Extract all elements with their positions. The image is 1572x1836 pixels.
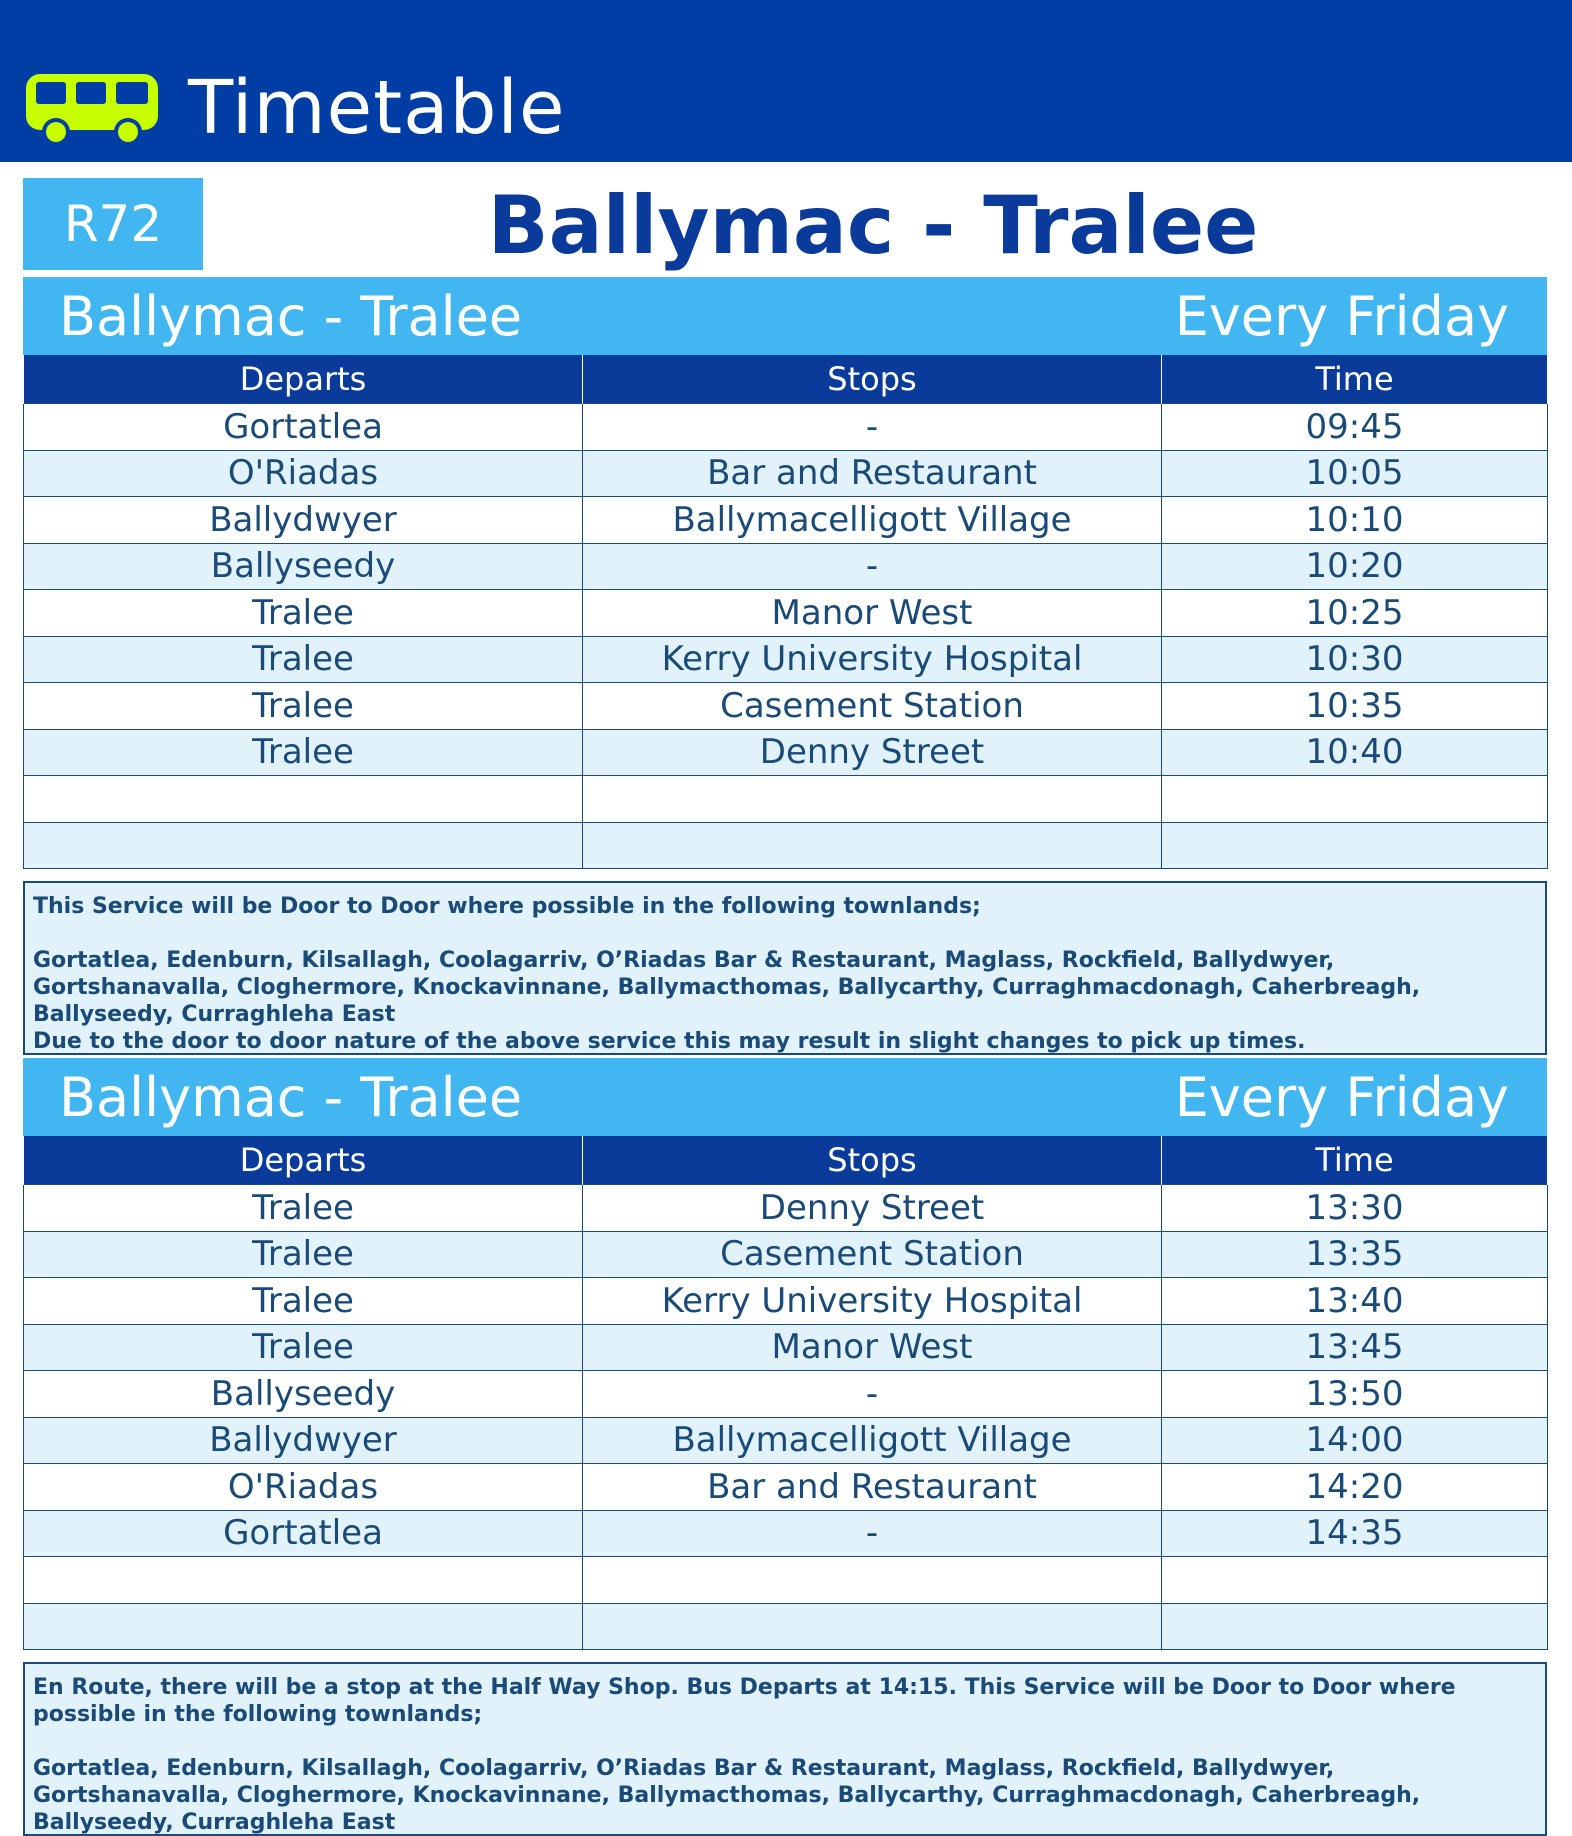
departs-cell: Ballyseedy — [24, 543, 583, 590]
bus-icon — [24, 72, 160, 148]
section-title: Ballymac - Tralee — [59, 1066, 523, 1129]
note-townlands: Gortatlea, Edenburn, Kilsallagh, Coolagarriv, O’Riadas Bar & Restaurant, Maglass, Rockfield, Ballydwyer, Gortshanavalla, Cloghermore, Knockavinnane, Ballymacthomas, Ballycarthy, Curraghmacdonagh, Caherbreagh, Ballyseedy, Curraghleha East — [33, 948, 1421, 1027]
stop-cell: - — [583, 1371, 1162, 1418]
time-cell — [1162, 1557, 1548, 1604]
departs-cell: Tralee — [24, 1278, 583, 1325]
departs-cell: Ballydwyer — [24, 497, 583, 544]
departs-cell: Tralee — [24, 1231, 583, 1278]
column-header-stops: Stops — [583, 355, 1162, 404]
time-cell: 10:20 — [1162, 543, 1548, 590]
stop-cell: Casement Station — [583, 683, 1162, 730]
timetable-section-return — [23, 1058, 1547, 1650]
time-cell: 10:40 — [1162, 729, 1548, 776]
column-header-departs: Departs — [24, 355, 583, 404]
stop-cell — [583, 1557, 1162, 1604]
time-cell: 13:35 — [1162, 1231, 1548, 1278]
stop-cell: Manor West — [583, 590, 1162, 637]
table-row — [24, 776, 1548, 823]
table-row — [24, 1557, 1548, 1604]
section-title: Ballymac - Tralee — [59, 285, 523, 348]
time-cell: 10:05 — [1162, 450, 1548, 497]
stop-cell: Kerry University Hospital — [583, 636, 1162, 683]
route-code-badge: R72 — [23, 178, 203, 270]
time-cell: 10:10 — [1162, 497, 1548, 544]
time-cell: 10:30 — [1162, 636, 1548, 683]
note-townlands: Gortatlea, Edenburn, Kilsallagh, Coolagarriv, O’Riadas Bar & Restaurant, Maglass, Rockfield, Ballydwyer, Gortshanavalla, Cloghermore, Knockavinnane, Ballymacthomas, Ballycarthy, Curraghmacdonagh, Caherbreagh, Ballyseedy, Curraghleha East — [33, 1756, 1421, 1835]
note-intro: This Service will be Door to Door where possible in the following townlands; — [33, 894, 981, 919]
time-cell: 13:40 — [1162, 1278, 1548, 1325]
stop-cell: Bar and Restaurant — [583, 450, 1162, 497]
column-header-time: Time — [1162, 1136, 1548, 1185]
stop-cell — [583, 1603, 1162, 1650]
table-row — [24, 404, 1548, 451]
time-cell — [1162, 822, 1548, 869]
section-header — [23, 277, 1547, 355]
departs-cell: Tralee — [24, 1185, 583, 1232]
time-cell: 10:35 — [1162, 683, 1548, 730]
page-title: Timetable — [188, 65, 566, 151]
table-row — [24, 1231, 1548, 1278]
time-cell — [1162, 1603, 1548, 1650]
departs-cell: Ballyseedy — [24, 1371, 583, 1418]
table-row — [24, 1510, 1548, 1557]
time-cell: 14:00 — [1162, 1417, 1548, 1464]
timetable-table — [23, 1136, 1548, 1650]
stop-cell — [583, 822, 1162, 869]
table-row — [24, 729, 1548, 776]
stop-cell: Casement Station — [583, 1231, 1162, 1278]
departs-cell — [24, 776, 583, 823]
table-header-row — [24, 1136, 1548, 1185]
section-frequency: Every Friday — [1174, 1066, 1509, 1129]
departs-cell: Tralee — [24, 683, 583, 730]
table-row — [24, 497, 1548, 544]
timetable-table — [23, 355, 1548, 869]
stop-cell: - — [583, 404, 1162, 451]
stop-cell: - — [583, 1510, 1162, 1557]
departs-cell: Tralee — [24, 590, 583, 637]
departs-cell — [24, 822, 583, 869]
time-cell: 13:50 — [1162, 1371, 1548, 1418]
table-row — [24, 636, 1548, 683]
table-row — [24, 1603, 1548, 1650]
departs-cell — [24, 1603, 583, 1650]
stop-cell: Kerry University Hospital — [583, 1278, 1162, 1325]
stop-cell: Bar and Restaurant — [583, 1464, 1162, 1511]
stop-cell — [583, 776, 1162, 823]
table-row — [24, 1185, 1548, 1232]
departs-cell: Ballydwyer — [24, 1417, 583, 1464]
service-note-return — [23, 1662, 1547, 1836]
table-row — [24, 543, 1548, 590]
stop-cell: Denny Street — [583, 1185, 1162, 1232]
time-cell: 14:35 — [1162, 1510, 1548, 1557]
departs-cell: O'Riadas — [24, 450, 583, 497]
note-intro: En Route, there will be a stop at the Half Way Shop. Bus Departs at 14:15. This Service will be Door to Door where possible in the following townlands; — [33, 1675, 1456, 1727]
column-header-stops: Stops — [583, 1136, 1162, 1185]
section-header — [23, 1058, 1547, 1136]
table-row — [24, 1371, 1548, 1418]
time-cell: 09:45 — [1162, 404, 1548, 451]
timetable-section-outbound — [23, 277, 1547, 869]
table-row — [24, 822, 1548, 869]
stop-cell: - — [583, 543, 1162, 590]
departs-cell: Tralee — [24, 1324, 583, 1371]
departs-cell: Gortatlea — [24, 1510, 583, 1557]
route-title: Ballymac - Tralee — [487, 179, 1259, 272]
stop-cell: Ballymacelligott Village — [583, 1417, 1162, 1464]
stop-cell: Denny Street — [583, 729, 1162, 776]
column-header-time: Time — [1162, 355, 1548, 404]
table-row — [24, 683, 1548, 730]
table-row — [24, 450, 1548, 497]
note-disclaimer: Due to the door to door nature of the above service this may result in slight changes to pick up times. — [33, 1029, 1306, 1054]
table-row — [24, 1464, 1548, 1511]
table-row — [24, 1324, 1548, 1371]
departs-cell: Tralee — [24, 636, 583, 683]
table-row — [24, 590, 1548, 637]
stop-cell: Ballymacelligott Village — [583, 497, 1162, 544]
table-row — [24, 1417, 1548, 1464]
table-row — [24, 1278, 1548, 1325]
time-cell: 14:20 — [1162, 1464, 1548, 1511]
departs-cell — [24, 1557, 583, 1604]
departs-cell: Tralee — [24, 729, 583, 776]
section-frequency: Every Friday — [1174, 285, 1509, 348]
time-cell: 13:45 — [1162, 1324, 1548, 1371]
table-header-row — [24, 355, 1548, 404]
stop-cell: Manor West — [583, 1324, 1162, 1371]
column-header-departs: Departs — [24, 1136, 583, 1185]
header-bar — [0, 0, 1572, 162]
departs-cell: O'Riadas — [24, 1464, 583, 1511]
time-cell: 10:25 — [1162, 590, 1548, 637]
service-note-outbound — [23, 881, 1547, 1055]
time-cell — [1162, 776, 1548, 823]
time-cell: 13:30 — [1162, 1185, 1548, 1232]
departs-cell: Gortatlea — [24, 404, 583, 451]
